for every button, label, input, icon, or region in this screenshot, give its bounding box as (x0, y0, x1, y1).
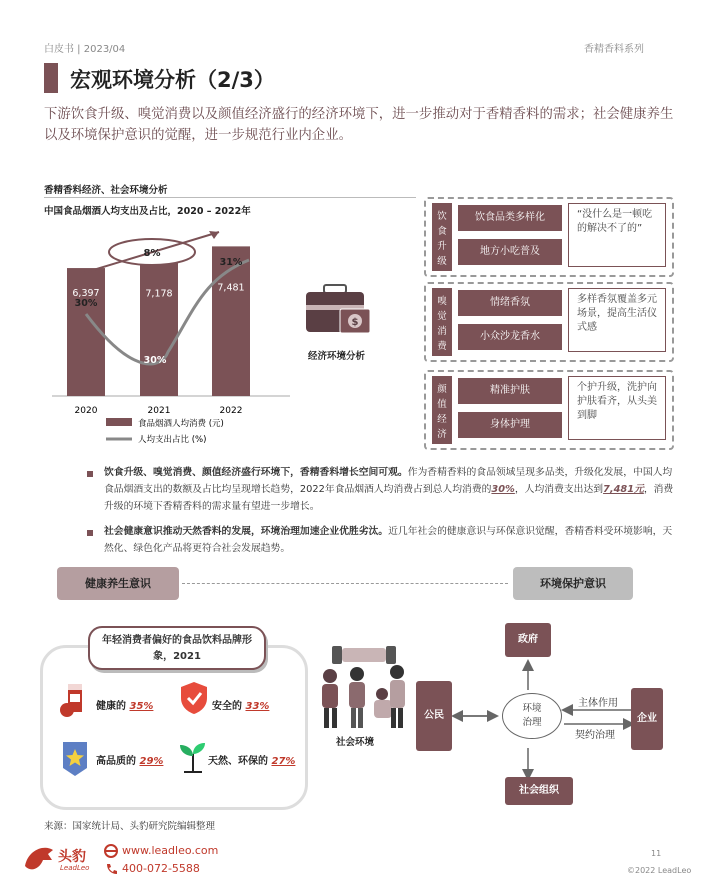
bar-value-label: 6,397 (72, 288, 100, 300)
people-illustration (312, 638, 412, 730)
health-awareness-label: 健康养生意识 (57, 567, 179, 600)
source-note: 来源：国家统计局、头豹研究院编辑整理 (44, 821, 216, 832)
econ-item: 精准护肤 (458, 378, 562, 404)
bullet-2: 社会健康意识推动天然香料的发展，环境治理加速企业优胜劣汰。近几年社会的健康意识与环保意识觉醒，香精香料受环境影响，天然化、绿色化产品将更符合社会发展趋势。 (104, 526, 673, 554)
phone-icon (104, 862, 118, 876)
bullet-marker (87, 471, 93, 477)
svg-text:$: $ (351, 317, 359, 328)
node-government: 政府 (505, 623, 551, 657)
dashed-connector (182, 583, 508, 584)
footer-logo-text: 头豹 (58, 849, 86, 865)
brand-item-quality: 高品质的 29% (96, 756, 164, 767)
briefcase-money-icon (302, 283, 376, 343)
tick-2020: 2020 (74, 406, 98, 416)
brand-title: 年轻消费者偏好的食品饮料品牌形象，2021 (88, 626, 266, 670)
footer-phone: 400-072-5588 (122, 862, 200, 875)
bullet-1: 饮食升级、嗅觉消费、颜值经济盛行环境下，香精香料增长空间可观。作为香精香料的食品领域呈现多品类，升级化发展，中国人均食品烟酒支出的数额及占比均呈现增长趋势，2022年食品烟酒人均消费占到总人均消费的30%，人均消费支出达到7,481元，消费升级的环境下香精香料的需求量有望进一步增长。 (104, 467, 674, 512)
brand-item-healthy: 健康的 35% (96, 701, 154, 712)
node-social-org: 社会组织 (505, 777, 573, 805)
bar-value-label: 7,178 (145, 288, 173, 300)
intro-text: 下游饮食升级、嗅觉消费以及颜值经济盛行的经济环境下，进一步推动对于香精香料的需求；社会健康养生以及环境保护意识的觉醒，进一步规范行业内企业。 (44, 107, 674, 143)
legend-label-bar: 食品烟酒人均消费 (元) (138, 419, 224, 429)
pct-label-2021: 30% (143, 355, 167, 366)
leadleo-logo-icon (22, 842, 56, 874)
quality-badge-icon (58, 740, 92, 778)
econ-item: 情绪香氛 (458, 290, 562, 316)
node-enterprise: 企业 (631, 688, 663, 750)
page-title: 宏观环境分析（2/3） (70, 68, 275, 92)
legend-label-line: 人均支出占比 (%) (138, 435, 207, 445)
section-label: 香精香料经济、社会环境分析 (44, 185, 168, 196)
copyright: ©2022 LeadLeo (627, 866, 692, 875)
bullet-2-lead: 社会健康意识推动天然香料的发展，环境治理加速企业优胜劣汰。 (104, 526, 389, 537)
tick-2021: 2021 (147, 406, 171, 416)
header-left: 白皮书 | 2023/04 (44, 44, 126, 55)
econ-item: 饮食品类多样化 (458, 205, 562, 231)
footer-logo-en: LeadLeo (60, 864, 90, 872)
pct-label-2020: 30% (74, 298, 98, 309)
shield-check-icon (178, 680, 210, 716)
node-citizen: 公民 (416, 681, 452, 751)
econ-caption: 经济环境分析 (308, 351, 366, 362)
tick-2022: 2022 (219, 406, 243, 416)
bullet-1-lead: 饮食升级、嗅觉消费、颜值经济盛行环境下，香精香料增长空间可观。 (104, 467, 408, 478)
legend-swatch-bar (106, 418, 132, 426)
growth-label: 8% (143, 248, 161, 259)
edge-label-subject: 主体作用 (578, 698, 618, 709)
bullet-marker (87, 530, 93, 536)
econ-quote: 个护升级，洗护向护肤看齐，从头美到脚 (568, 376, 666, 440)
econ-quote: “没什么是一顿吃的解决不了的” (568, 203, 666, 267)
section-divider (44, 197, 416, 198)
env-awareness-label: 环境保护意识 (513, 567, 633, 600)
chart-title: 中国食品烟酒人均支出及占比，2020 – 2022年 (44, 206, 251, 217)
econ-category-label: 饮 食 升 级 (432, 203, 452, 271)
econ-category-label: 颜 值 经 济 (432, 376, 452, 444)
plant-sprout-icon (176, 740, 210, 774)
milk-carton-icon (58, 680, 92, 720)
node-env-governance: 环境治理 (502, 693, 562, 739)
bar-2021 (140, 252, 178, 396)
brand-item-natural: 天然、环保的 27% (208, 756, 296, 767)
header-right: 香精香料系列 (584, 44, 644, 55)
footer-url[interactable]: www.leadleo.com (122, 844, 219, 857)
brand-item-safe: 安全的 33% (212, 701, 270, 712)
pct-label-2022: 31% (219, 257, 243, 268)
bar-value-label: 7,481 (217, 282, 245, 294)
social-caption: 社会环境 (336, 737, 375, 748)
econ-item: 身体护理 (458, 412, 562, 438)
web-icon (104, 844, 118, 858)
econ-quote: 多样香氛覆盖多元场景，提高生活仪式感 (568, 288, 666, 352)
title-accent-bar (44, 63, 58, 93)
econ-item: 地方小吃普及 (458, 239, 562, 265)
edge-label-contract: 契约治理 (575, 730, 615, 741)
econ-item: 小众沙龙香水 (458, 324, 562, 350)
econ-category-label: 嗅 觉 消 费 (432, 288, 452, 356)
page-number: 11 (651, 849, 662, 858)
